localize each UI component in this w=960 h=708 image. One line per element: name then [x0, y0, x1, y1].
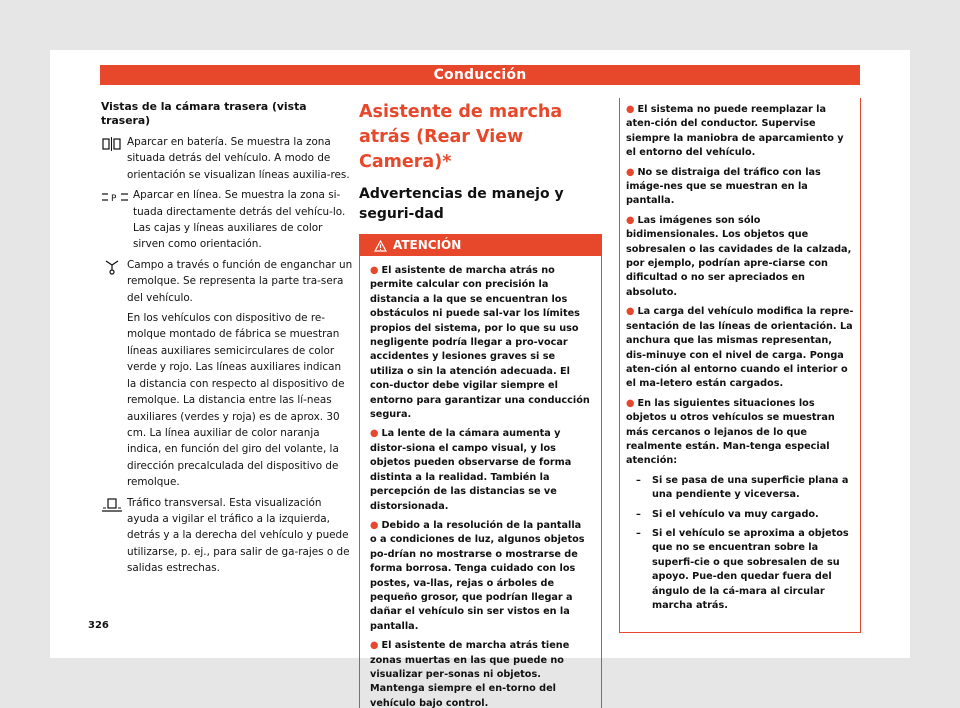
warning-bullet: ● El sistema no puede reemplazar la aten-ción del conductor. Supervise siempre la maniobra de aparcamiento y el entorno del vehículo. [626, 104, 844, 159]
section-header: Conducción [100, 65, 860, 85]
bullet-dot-icon: ● [626, 104, 635, 115]
bullet-dot-icon: ● [370, 640, 379, 652]
warning-bullet: ● El asistente de marcha atrás tiene zonas muertas en las que puede no visualizar per-sonas ni objetos. Mantenga siempre el en-torno del vehículo bajo control. [370, 640, 570, 708]
warning-bullet: ● El asistente de marcha atrás no permite calcular con precisión la distancia a la que se encuentran los obstáculos ni puede sal-var los límites propios del sistema, por lo que su uso negligente podría llegar a pro-vocar accidentes y lesiones graves si se utiliza o sin la atención adecuada. El con-ductor debe vigilar siempre el entorno para garantizar una conducción segura. [370, 265, 590, 421]
view-item-cross-traffic: Tráfico transversal. Esta visualización ayuda a vigilar el tráfico a la izquierda, detrás y a la derecha del vehículo y puede utilizarse, p. ej., para salir de ga-rajes o de salidas estrechas. [101, 495, 353, 577]
view-item-trailer: Campo a través o función de enganchar un remolque. Se representa la parte tra-sera del vehículo. [101, 257, 353, 306]
warning-bullet: ● Las imágenes son sólo bidimensionales. Los objetos que sobresalen o las cavidades de la calzada, por ejemplo, podrían apre-ciarse con dificultad o no ser apreciados en absoluto. [626, 214, 852, 298]
bullet-dot-icon: ● [370, 265, 379, 276]
bullet-dot-icon: ● [626, 397, 635, 409]
warning-bullet: ● No se distraiga del tráfico con las imáge-nes que se muestran en la pantalla. [626, 166, 821, 207]
view-item-parking-line: P Aparcar en línea. Se muestra la zona si-tuada directamente detrás del vehícu-lo. Las cajas y líneas auxiliares de color sirven como orientación. [101, 187, 353, 253]
right-column-warning-continuation [619, 98, 861, 633]
svg-text:P: P [111, 194, 117, 205]
parking-battery-icon [101, 136, 123, 152]
view-item-parking-battery: Aparcar en batería. Se muestra la zona situada detrás del vehículo. A modo de orientación se visualizan líneas auxilia-res. [101, 134, 353, 183]
sub-title: Advertencias de manejo y seguri-dad [359, 186, 564, 222]
main-title: Asistente de marcha atrás (Rear View Camera)* [359, 102, 563, 172]
warning-bullet: ● La carga del vehículo modifica la repre-sentación de las líneas de orientación. La anchura que las mismas representan, dis-minuye con el nivel de carga. Ponga aten-ción al entorno cuando el interior o el ma-letero están cargados. [626, 306, 854, 390]
middle-column [359, 100, 602, 708]
parking-line-icon [101, 189, 129, 205]
bullet-dot-icon: ● [370, 428, 379, 440]
warning-box [359, 234, 602, 708]
bullet-dot-icon: ● [626, 166, 635, 178]
warning-bullet: ● Debido a la resolución de la pantalla o a condiciones de luz, algunos objetos po-drían no mostrarse o mostrarse de forma borrosa. Tenga cuidado con los postes, va-llas, rejas o árboles de pequeño grosor, que podrían llegar a dañar el vehículo sin ser vistos en la pantalla. [370, 519, 585, 632]
bullet-dot-icon: ● [626, 306, 635, 318]
left-column [101, 100, 353, 581]
warning-bullet: ● En las siguientes situaciones los objetos u otros vehículos se muestran más cercanos o lejanos de lo que realmente están. Man-tenga especial atención: [626, 397, 835, 467]
warning-body [360, 256, 601, 708]
bullet-dot-icon: ● [626, 214, 635, 226]
page-number: 326 [88, 620, 109, 631]
warning-header [360, 235, 601, 256]
dash-item: – Si el vehículo se aproxima a objetos que no se encuentran sobre la superfi-cie o que sobresalen de su apoyo. Pue-den quedar fuera del ángulo de la cá-mara al circular marcha atrás. [636, 527, 849, 611]
dash-item: – Si se pasa de una superficie plana a una pendiente y viceversa. [636, 474, 849, 501]
dash-item: – Si el vehículo va muy cargado. [636, 508, 819, 520]
warning-label: ATENCIÓN [393, 238, 462, 252]
towbar-paragraph: En los vehículos con dispositivo de re-molque montado de fábrica se muestran líneas auxiliares semicirculares de color verde y rojo. Las líneas auxiliares indican la distancia con respecto al dispositivo de remolque. La distancia entre las lí-neas auxiliares (verdes y roja) es de aprox. 30 cm. La línea auxiliar de color naranja indica, en función del giro del volante, la dirección precalculada del dispositivo de remolque. [127, 312, 345, 489]
warning-bullet: ● La lente de la cámara aumenta y distor-siona el campo visual, y los objetos pueden observarse de forma distinta a la realidad. También la percepción de las distancias se ve distorsionada. [370, 428, 572, 512]
bullet-dot-icon: ● [370, 519, 379, 531]
warning-triangle-icon [374, 240, 387, 252]
trailer-hitch-icon [101, 259, 123, 275]
cross-traffic-icon [101, 497, 123, 513]
left-heading: Vistas de la cámara trasera (vista trasera) [101, 100, 307, 127]
